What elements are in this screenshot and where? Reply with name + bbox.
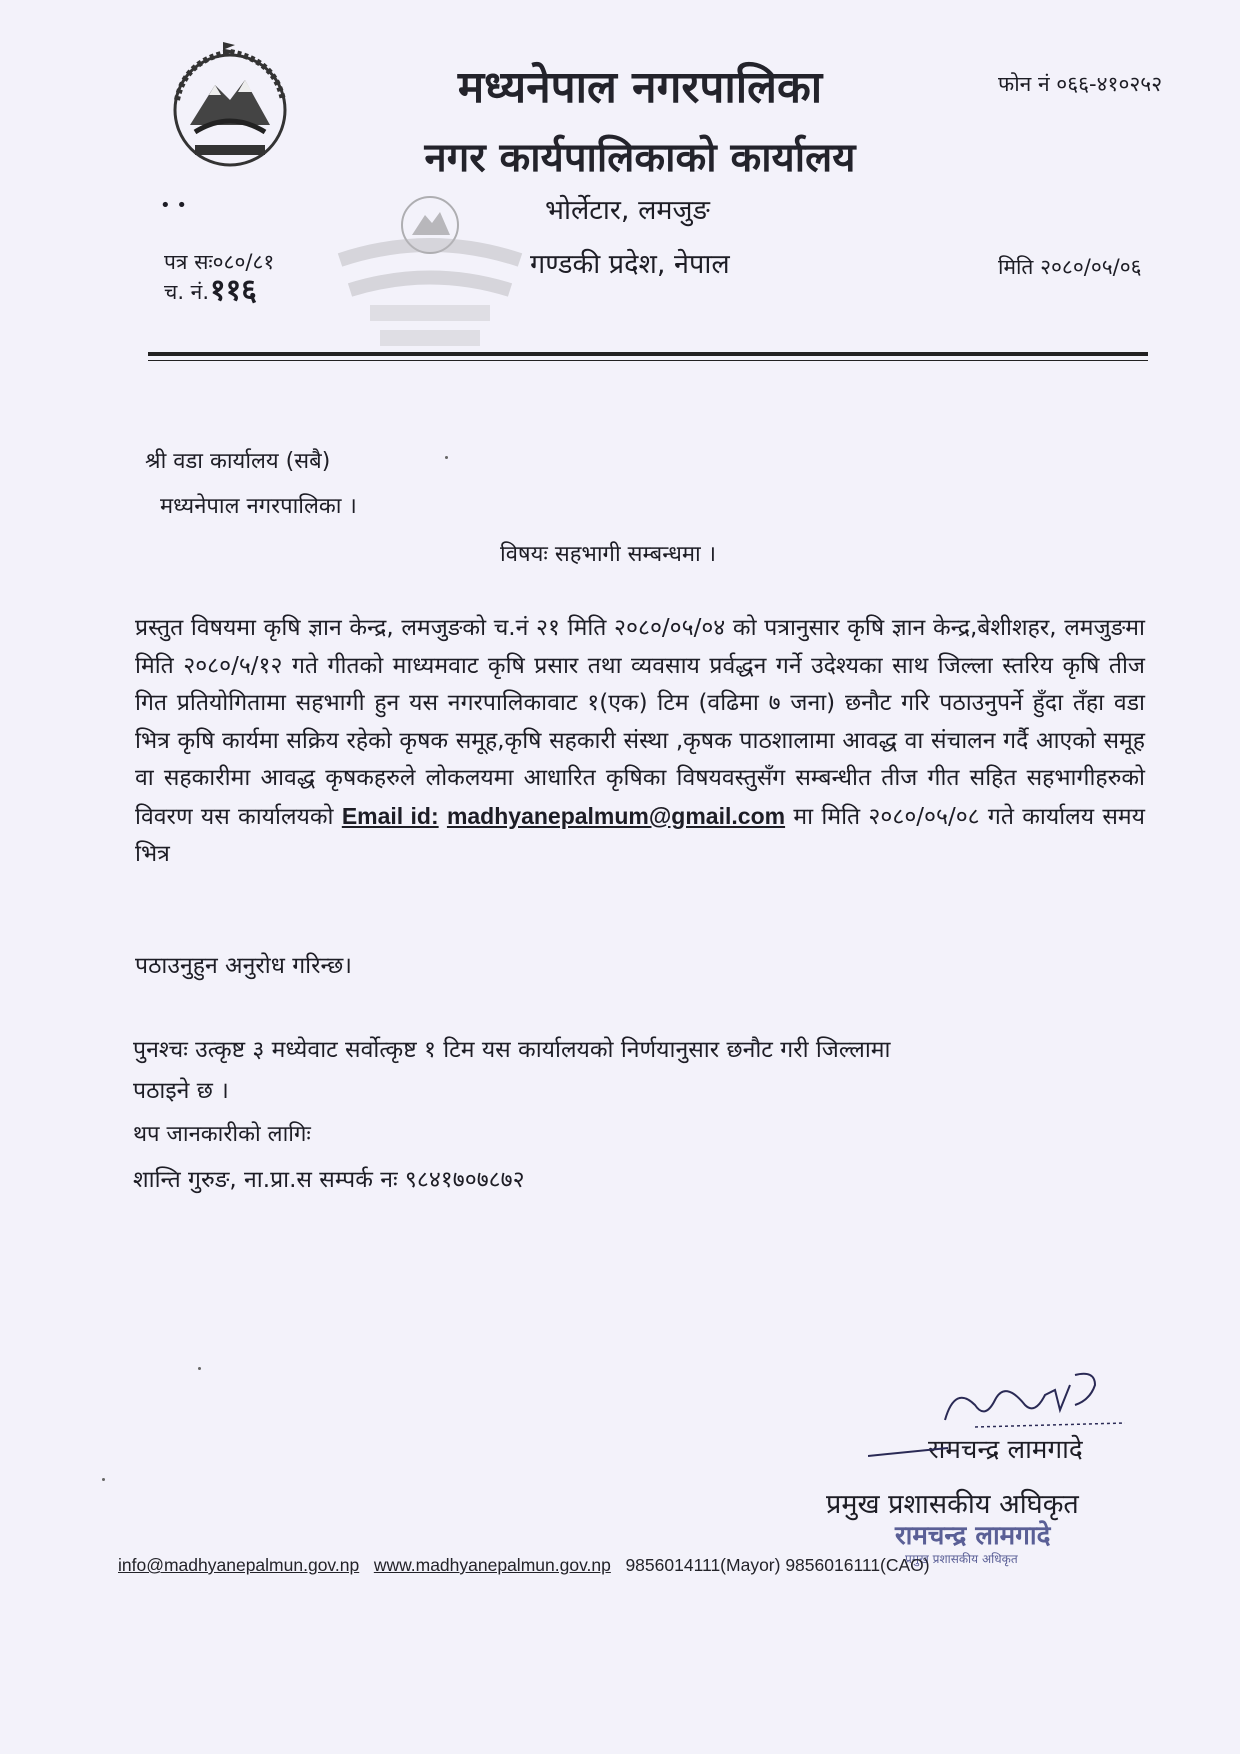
postscript-line-1: पुनश्चः उत्कृष्ट ३ मध्येवाट सर्वोत्कृष्ट १ टिम यस कार्यालयको निर्णयानुसार छनौट गरी जिल्लामा — [133, 1037, 891, 1063]
nepal-emblem-icon — [155, 40, 305, 170]
organization-name: मध्यनेपाल नगरपालिका — [457, 62, 823, 113]
signatory-designation: प्रमुख प्रशासकीय अघिकृत — [826, 1489, 1079, 1520]
body-deadline-text: मा मिति २०८०/०५/०८ गते कार्यालय समय भित्र — [135, 803, 1146, 867]
letter-subject: विषयः सहभागी सम्बन्धमा । — [500, 542, 717, 567]
email-label: Email id: — [341, 802, 439, 829]
paper-speck — [102, 1478, 105, 1481]
postscript-line-2: पठाइने छ । — [133, 1078, 229, 1104]
more-info-label: थप जानकारीको लागिः — [133, 1122, 311, 1147]
recipient-line-2: मध्यनेपाल नगरपालिका । — [160, 494, 357, 519]
dispatch-number-value: ११६ — [210, 273, 257, 308]
dispatch-number-label: च. नं. — [164, 280, 210, 304]
email-link[interactable]: madhyanepalmum@gmail.com — [446, 802, 786, 829]
paper-speck — [445, 456, 448, 459]
header-divider-thick — [148, 352, 1148, 356]
footer-phones: 9856014111(Mayor) 9856016111(CAO) — [625, 1555, 930, 1575]
signatory-stamp-name: रामचन्द्र लामगादे — [895, 1521, 1051, 1551]
address-line-2: गण्डकी प्रदेश, नेपाल — [530, 249, 730, 280]
letter-date: मिति २०८०/०५/०६ — [998, 255, 1142, 279]
margin-marks: • • — [160, 195, 187, 216]
paper-speck — [198, 1367, 201, 1370]
letter-number: पत्र सः०८०/८१ — [164, 250, 275, 274]
footer-email-link[interactable]: info@madhyanepalmun.gov.np — [118, 1555, 360, 1575]
signature-underline — [868, 1442, 948, 1462]
signatory-stamp-sub: प्रमुख प्रशासकीय अधिकृत — [905, 1552, 1018, 1566]
letter-body — [135, 610, 1145, 874]
address-line-1: भोर्लेटार, लमजुङ — [545, 195, 710, 226]
letter-footer — [118, 1555, 930, 1576]
footer-website-link[interactable]: www.madhyanepalmun.gov.np — [373, 1555, 611, 1575]
office-phone: फोन नं ०६६-४१०२५२ — [998, 72, 1163, 96]
contact-person: शान्ति गुरुङ, ना.प्रा.स सम्पर्क नः ९८४१७०७८७२ — [133, 1167, 525, 1193]
body-main-text: प्रस्तुत विषयमा कृषि ज्ञान केन्द्र, लमजुङको च.नं २१ मिति २०८०/०५/०४ को पत्रानुसार कृषि ज्ञान केन्द्र,बेशीशहर, लमजुङमा मिति २०८०/५/१२ गते गीतको माध्यमवाट कृषि प्रसार तथा व्यवसाय प्रर्वद्धन गर्ने उदेश्यका साथ जिल्ला स्तरिय कृषि तीज गित प्रतियोगितामा सहभागी हुन यस नगरपालिकावाट १(एक) टिम (वढिमा ७ जना) छनौट गरि पठाउनुपर्ने हुँदा तँहा वडा भित्र कृषि कार्यमा सक्रिय रहेको कृषक समूह,कृषि सहकारी संस्था ,कृषक पाठशालामा आवद्ध वा संचालन गर्दै आएको समूह वा सहकारीमा आवद्ध कृषकहरुले लोकलयमा आधारित कृषिका विषयवस्तुसँग सम्बन्धीत तीज गीत सहित सहभागीहरुको विवरण यस कार्यालयको — [135, 615, 1145, 830]
body-closing-line: पठाउनुहुन अनुरोध गरिन्छ। — [135, 953, 352, 979]
signatory-name: रामचन्द्र लामगादे — [928, 1435, 1083, 1465]
office-name: नगर कार्यपालिकाको कार्यालय — [424, 135, 856, 181]
recipient-line-1: श्री वडा कार्यालय (सबै) — [145, 449, 331, 474]
header-divider-thin — [148, 360, 1148, 361]
